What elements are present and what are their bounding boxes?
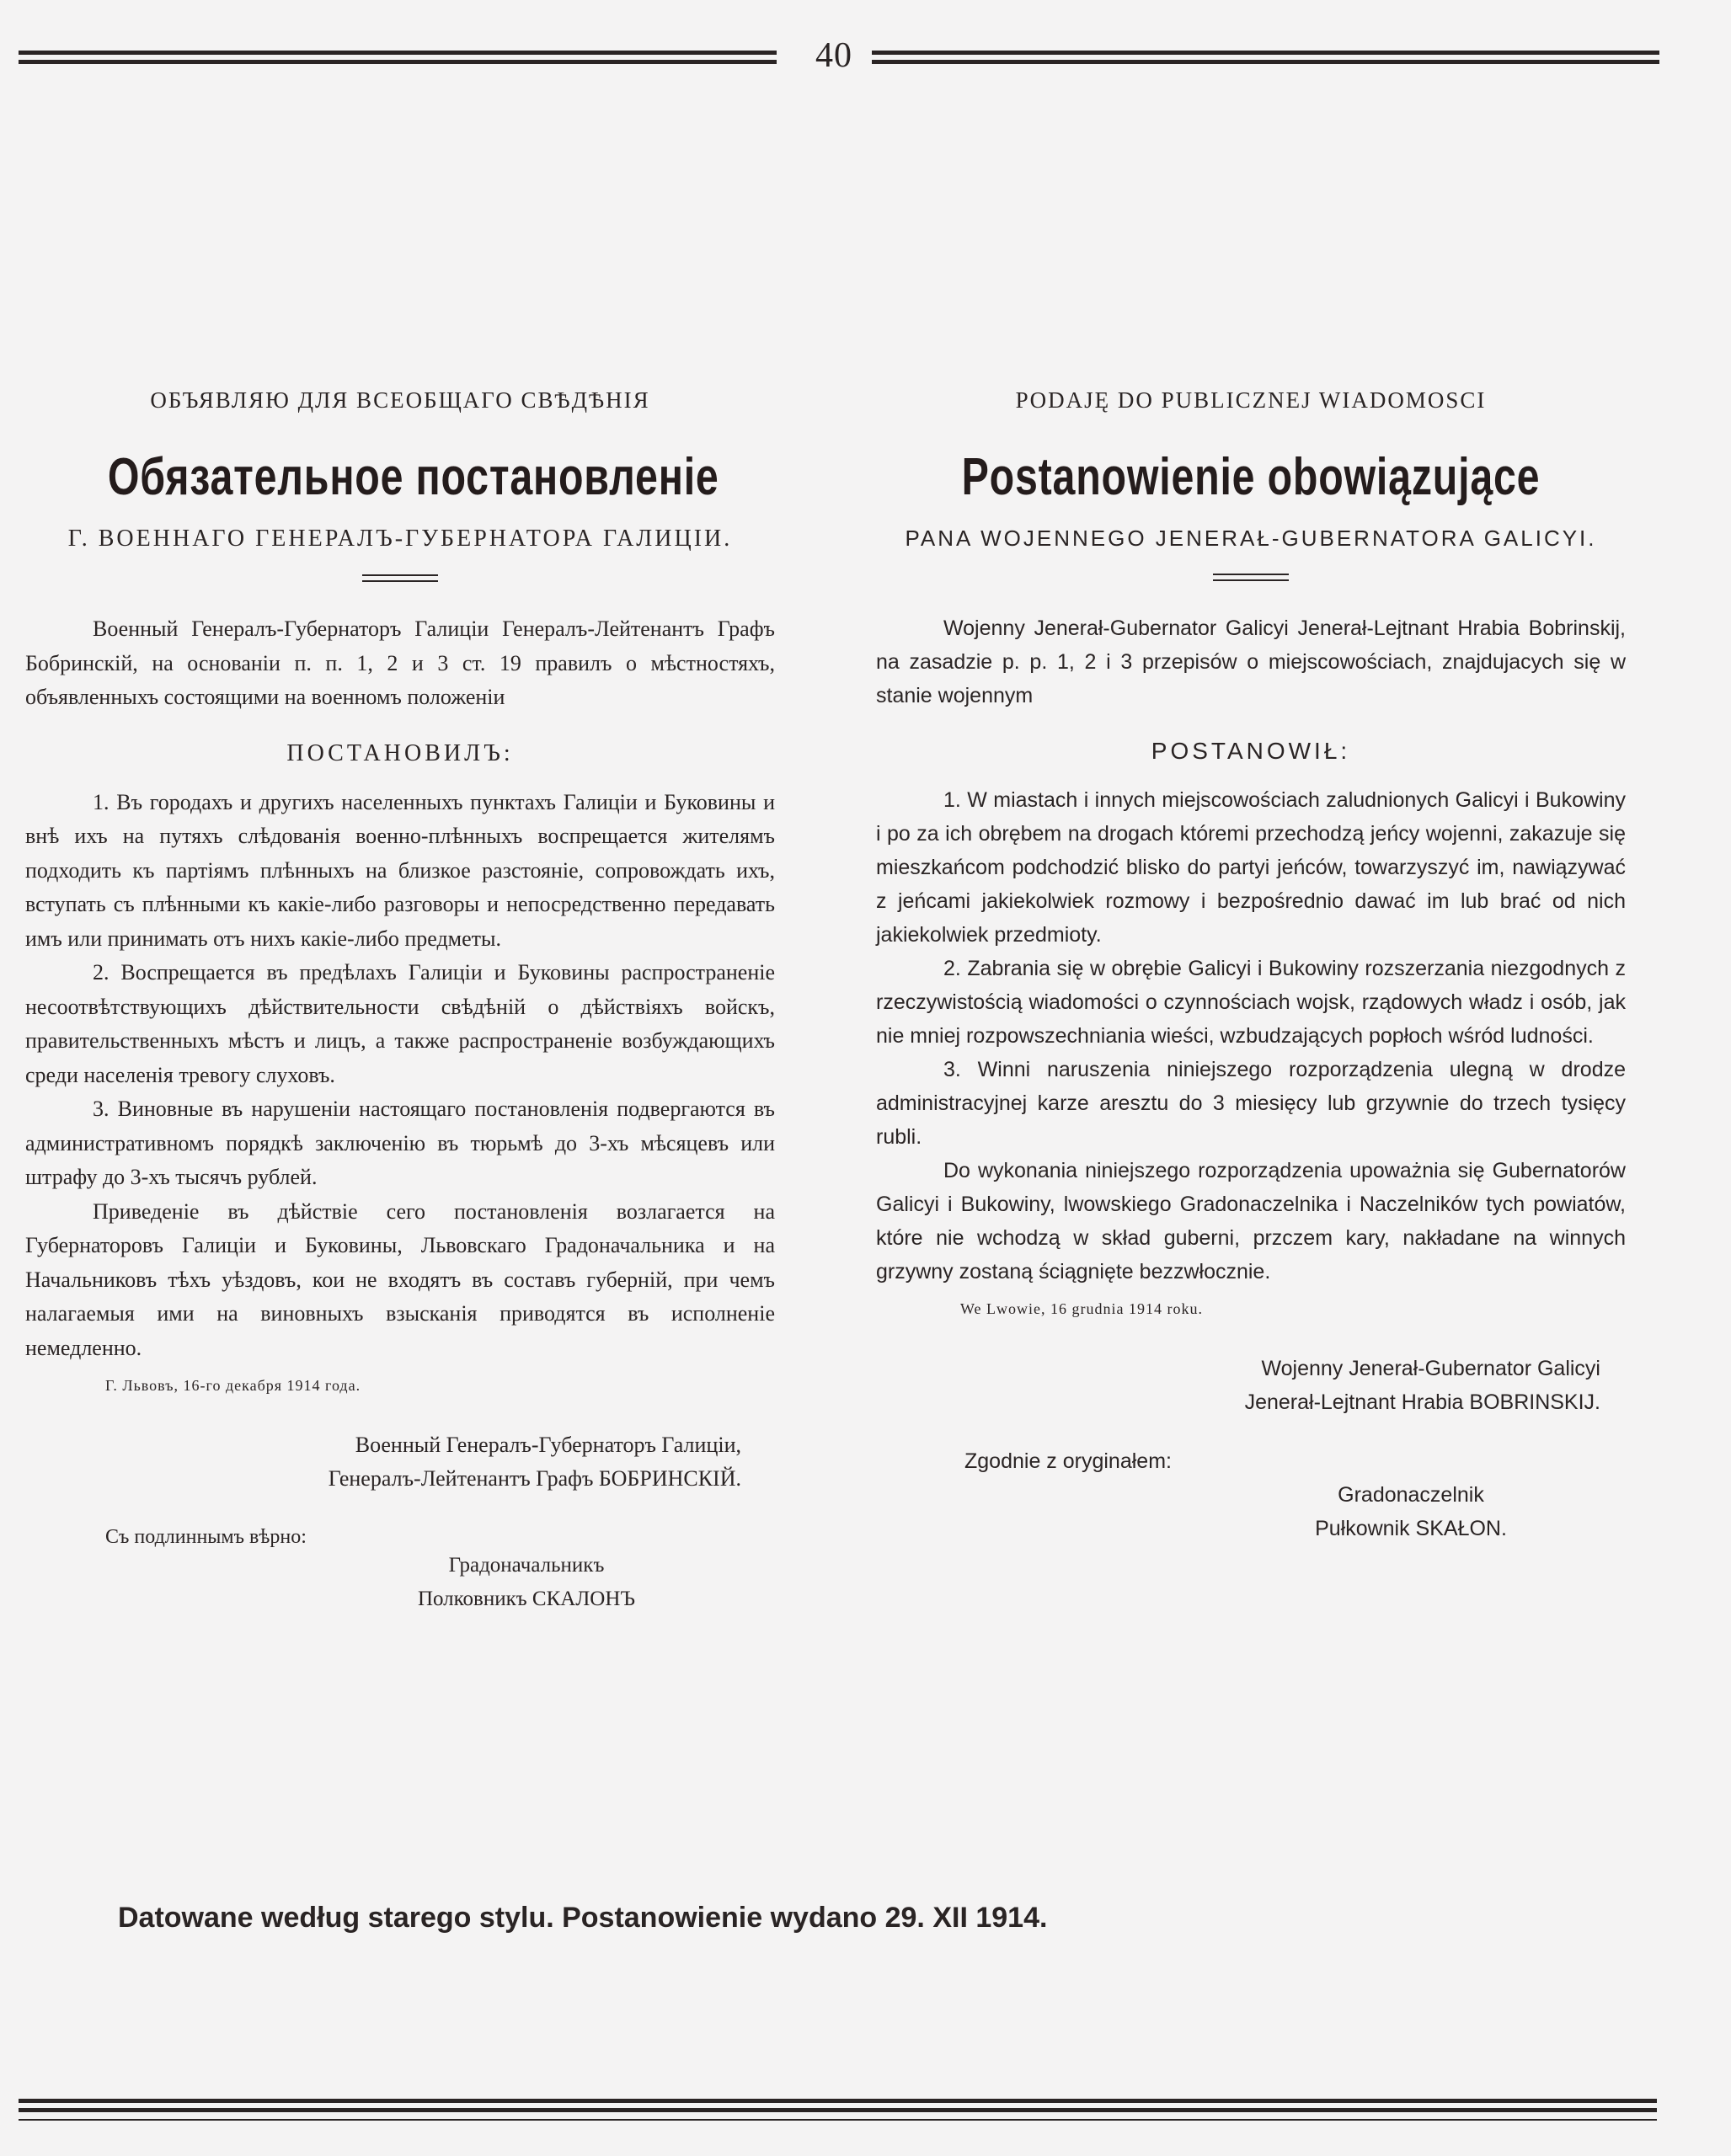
- left-paragraph: 3. Виновные въ нарушенiи настоящаго постановленiя подвергаются въ административномъ порядкѣ заключенiю въ тюрьмѣ до 3-хъ мѣсяцевъ или штрафу до 3-хъ тысячъ рублей.: [25, 1097, 775, 1189]
- bottom-rule-upper: [19, 2099, 1657, 2112]
- right-mayor-line-1: Gradonaczelnik: [1338, 1483, 1484, 1507]
- right-mayor-line-2: Pułkownik SKAŁON.: [1315, 1517, 1507, 1540]
- left-signature-line-1: Военный Генералъ-Губернаторъ Галицiи,: [355, 1433, 741, 1457]
- right-resolved: POSTANOWIŁ:: [1151, 738, 1351, 764]
- header-rule-right: [872, 51, 1659, 64]
- page-number: 40: [815, 36, 852, 75]
- right-signature-line-1: Wojenny Jenerał-Gubernator Galicyi: [1261, 1357, 1600, 1380]
- left-paragraph: Приведенiе въ дѣйствiе сего постановленiя возлагается на Губернаторовъ Галицiи и Буковины, Львовскаго Градоначальника и на Начальниковъ тѣхъ уѣздовъ, кои не входятъ въ составъ губернiй, при чемъ налагаемыя ими на виновныхъ взысканiя приводятся въ исполненiе немедленно.: [25, 1198, 775, 1360]
- right-paragraph: 3. Winni naruszenia niniejszego rozporządzenia ulegną w drodze administracyjnej karze aresztu do 3 miesięcy lub grzywnie do trzech tysięcy rubli.: [876, 1058, 1626, 1149]
- bottom-rule-lower: [19, 2119, 1657, 2121]
- right-certified: Zgodnie z oryginałem:: [964, 1449, 1172, 1473]
- right-announce: PODAJĘ DO PUBLICZNEJ WIADOMOSCI: [1015, 387, 1487, 413]
- right-paragraph: Do wykonania niniejszego rozporządzenia upoważnia się Gubernatorów Galicyi i Bukowiny, lwowskiego Gradonaczelnika i Naczelników tych powiatów, które nie wchodzą w skład guberni, przczem kary, nakładane na winnych grzywny zostaną ściągnięte bezzwłocznie.: [876, 1159, 1626, 1283]
- left-subtitle: Г. ВОЕННАГО ГЕНЕРАЛЪ-ГУБЕРНАТОРА ГАЛИЦIИ.: [67, 526, 733, 552]
- left-paragraph: 1. Въ городахъ и другихъ населенныхъ пунктахъ Галицiи и Буковины и внѣ ихъ на путяхъ слѣдованiя военно-плѣнныхъ воспрещается жителямъ подходить къ партiямъ плѣнныхъ на близкое разстоянiе, сопровождать ихъ, вступать съ плѣнными къ какiе-либо разговоры и непосредственно передавать имъ или принимать отъ нихъ какiе-либо предметы.: [25, 789, 775, 951]
- left-signature: [25, 1428, 741, 1496]
- right-intro: Wojenny Jenerał-Gubernator Galicyi Jenerał-Lejtnant Hrabia Bobrinskij, na zasadzie p. p. 1, 2 i 3 przepisów o miejscowościach, znajdujacych się w stanie wojennym: [876, 616, 1626, 707]
- footnote: Datowane według starego stylu. Postanowienie wydano 29. XII 1914.: [118, 1902, 1048, 1934]
- header-rule-left: [19, 51, 777, 64]
- right-title: Postanowienie obowiązujące: [961, 448, 1541, 506]
- left-paragraph: 2. Воспрещается въ предѣлахъ Галицiи и Буковины распространенiе несоотвѣтствующихъ дѣйствительности свѣдѣнiй о дѣйствiяхъ войскъ, правительственныхъ мѣстъ и лицъ, а также распространенiе возбуждающихъ среди населенiя тревогу слуховъ.: [25, 960, 775, 1087]
- left-announce: ОБЪЯВЛЯЮ ДЛЯ ВСЕОБЩАГО СВѢДѢНIЯ: [150, 387, 650, 413]
- left-resolved: ПОСТАНОВИЛЪ:: [286, 739, 514, 766]
- left-short-rule: [362, 574, 438, 582]
- right-paragraph: 1. W miastach i innych miejscowościach zaludnionych Galicyi i Bukowiny i po za ich obrębem na drogach któremi przechodzą jeńcy wojenni, zakazuje się mieszkańcom podchodzić blisko do partyi jeńców, towarzyszyć im, nawiązywać z jeńcami jakiekolwiek rozmowy i bezpośrednio dawać im lub brać od nich jakiekolwiek przedmioty.: [876, 788, 1626, 947]
- left-intro: Военный Генералъ-Губернаторъ Галицiи Генералъ-Лейтенантъ Графъ Бобринскiй, на основанiи п. п. 1, 2 и 3 ст. 19 правилъ о мѣстностяхъ, объявленныхъ состоящими на военномъ положенiи: [25, 616, 775, 709]
- left-title: Обязательное постановленiе: [107, 448, 719, 506]
- right-date: We Lwowie, 16 grudnia 1914 roku.: [960, 1300, 1203, 1317]
- left-signature-line-2: Генералъ-Лейтенантъ Графъ БОБРИНСКIЙ.: [328, 1466, 741, 1491]
- right-subtitle: PANA WOJENNEGO JENERAŁ-GUBERNATORA GALICYI.: [905, 526, 1597, 551]
- right-signature-line-2: Jenerał-Lejtnant Hrabia BOBRINSKIJ.: [1244, 1390, 1600, 1414]
- right-short-rule: [1213, 574, 1289, 581]
- right-paragraph: 2. Zabrania się w obrębie Galicyi i Bukowiny rozszerzania niezgodnych z rzeczywistością wiadomości o czynnościach wojsk, rządowych władz i osób, jak nie mniej rozpowszechniania wieści, wzbudzających popłoch wśród ludności.: [876, 957, 1626, 1048]
- left-certified: Съ подлиннымъ вѣрно:: [105, 1526, 307, 1548]
- right-mayor: [1196, 1478, 1626, 1545]
- russian-column: [25, 387, 775, 1616]
- right-signature: [876, 1352, 1600, 1419]
- left-mayor-line-1: Градоначальникъ: [448, 1554, 605, 1577]
- left-date: Г. Львовъ, 16-го декабря 1914 года.: [105, 1377, 361, 1394]
- left-mayor: [278, 1549, 775, 1616]
- left-mayor-line-2: Полковникъ СКАЛОНЪ: [417, 1588, 636, 1610]
- polish-column: [876, 387, 1626, 1545]
